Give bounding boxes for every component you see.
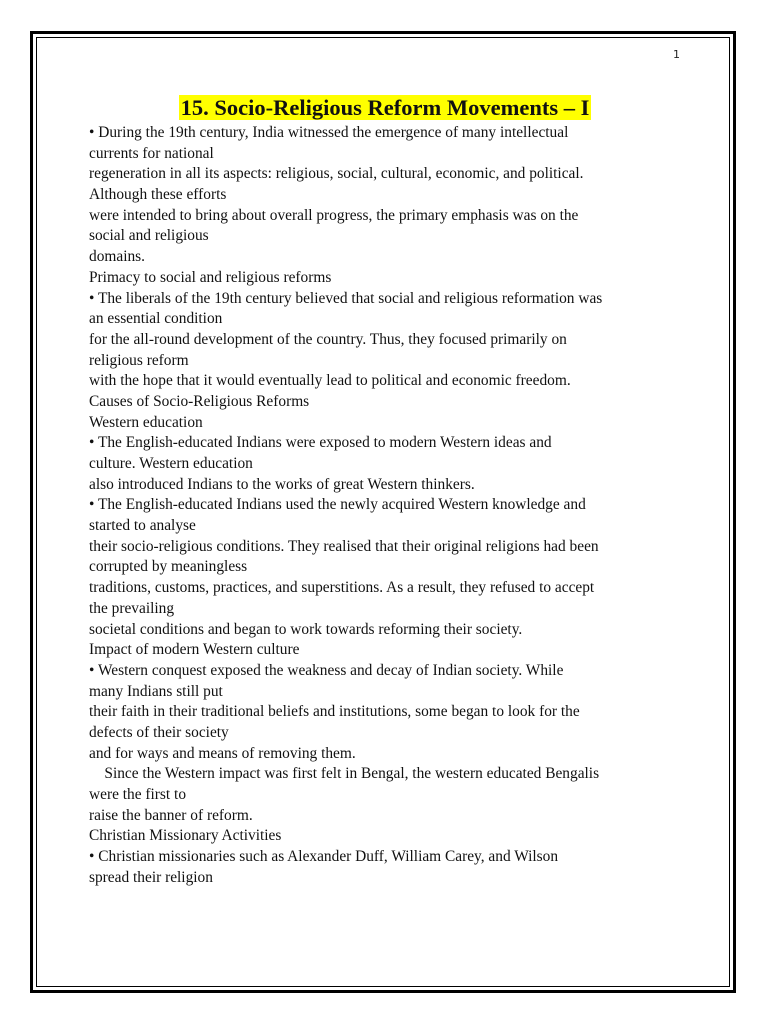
text-line: started to analyse — [89, 517, 196, 535]
text-line: religious reform — [89, 351, 189, 369]
text-line: their faith in their traditional beliefs and institutions, some began to look for the — [89, 703, 580, 721]
text-line: also introduced Indians to the works of great Western thinkers. — [89, 475, 475, 493]
text-line: societal conditions and began to work towards reforming their society. — [89, 620, 523, 638]
text-line: the prevailing — [89, 599, 175, 617]
text-line: • The English-educated Indians used the newly acquired Western knowledge and — [89, 496, 586, 514]
text-line: Primacy to social and religious reforms — [89, 268, 332, 286]
text-line: their socio-religious conditions. They realised that their original religions had been — [89, 537, 599, 555]
text-line: domains. — [89, 248, 146, 266]
text-line: Since the Western impact was first felt in Bengal, the western educated Bengalis — [89, 765, 600, 783]
text-line: currents for national — [89, 144, 214, 162]
text-line: social and religious — [89, 227, 209, 245]
text-line: corrupted by meaningless — [89, 558, 248, 576]
text-line: Although these efforts — [89, 186, 227, 204]
text-line: with the hope that it would eventually lead to political and economic freedom. — [89, 372, 571, 390]
text-line: and for ways and means of removing them. — [89, 744, 356, 762]
text-line: spread their religion — [89, 868, 213, 886]
page-number: 1 — [673, 48, 680, 61]
text-line: culture. Western education — [89, 455, 253, 472]
text-line: many Indians still put — [89, 682, 223, 700]
text-line: • Christian missionaries such as Alexander Duff, William Carey, and Wilson — [89, 848, 559, 866]
text-line: for the all-round development of the country. Thus, they focused primarily on — [89, 330, 567, 348]
text-line: Causes of Socio-Religious Reforms — [89, 392, 310, 410]
text-line: • The liberals of the 19th century believed that social and religious reformation was — [89, 289, 603, 307]
text-line: • Western conquest exposed the weakness and decay of Indian society. While — [89, 661, 564, 679]
text-line: • The English-educated Indians were exposed to modern Western ideas and — [89, 434, 552, 452]
text-line: raise the banner of reform. — [89, 806, 253, 824]
text-line: defects of their society — [89, 723, 229, 741]
text-line: Western education — [89, 413, 203, 431]
text-line: traditions, customs, practices, and superstitions. As a result, they refused to accept — [89, 579, 595, 597]
text-line: were the first to — [89, 786, 187, 803]
text-line: were intended to bring about overall progress, the primary emphasis was on the — [89, 206, 579, 224]
text-line: Christian Missionary Activities — [89, 827, 282, 845]
page-title-text: 15. Socio-Religious Reform Movements – I — [180, 95, 590, 120]
page-title — [90, 93, 680, 123]
text-line: Impact of modern Western culture — [89, 641, 300, 659]
text-line: • During the 19th century, India witnessed the emergence of many intellectual — [89, 124, 569, 141]
text-line: regeneration in all its aspects: religious, social, cultural, economic, and political. — [89, 165, 584, 183]
text-line: an essential condition — [89, 310, 223, 328]
body-text — [89, 123, 689, 888]
